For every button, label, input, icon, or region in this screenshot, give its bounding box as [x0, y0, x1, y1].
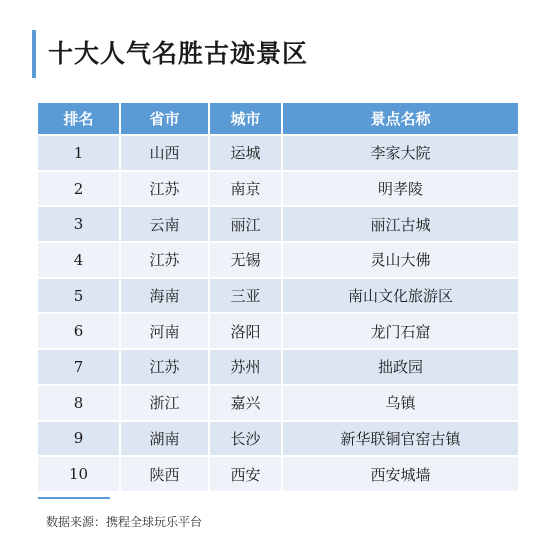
cell-province: 陕西 — [120, 456, 209, 491]
footer-divider — [38, 497, 110, 499]
table-row — [38, 421, 518, 457]
cell-attraction: 乌镇 — [282, 385, 518, 421]
cell-rank: 4 — [38, 242, 120, 278]
cell-city: 洛阳 — [209, 313, 282, 349]
cell-province: 江苏 — [120, 242, 209, 278]
cell-city: 丽江 — [209, 206, 282, 242]
title-accent-bar — [32, 30, 36, 78]
table-row — [38, 349, 518, 385]
cell-rank: 5 — [38, 278, 120, 314]
cell-rank: 10 — [38, 456, 120, 491]
header-rank: 排名 — [38, 103, 120, 135]
cell-city: 三亚 — [209, 278, 282, 314]
cell-attraction: 丽江古城 — [282, 206, 518, 242]
table-row — [38, 278, 518, 314]
cell-province: 江苏 — [120, 171, 209, 207]
cell-attraction: 拙政园 — [282, 349, 518, 385]
cell-province: 云南 — [120, 206, 209, 242]
cell-rank: 2 — [38, 171, 120, 207]
cell-province: 海南 — [120, 278, 209, 314]
table-row — [38, 206, 518, 242]
cell-attraction: 新华联铜官窑古镇 — [282, 421, 518, 457]
table-body — [38, 135, 518, 491]
cell-city: 苏州 — [209, 349, 282, 385]
ranking-table — [38, 103, 518, 491]
cell-attraction: 南山文化旅游区 — [282, 278, 518, 314]
cell-city: 西安 — [209, 456, 282, 491]
table-row — [38, 385, 518, 421]
cell-city: 南京 — [209, 171, 282, 207]
source-note: 数据来源：携程全球玩乐平台 — [46, 515, 203, 529]
cell-city: 运城 — [209, 135, 282, 171]
cell-province: 河南 — [120, 313, 209, 349]
cell-province: 湖南 — [120, 421, 209, 457]
page-title: 十大人气名胜古迹景区 — [48, 39, 309, 68]
table-row — [38, 171, 518, 207]
cell-rank: 7 — [38, 349, 120, 385]
cell-attraction: 灵山大佛 — [282, 242, 518, 278]
cell-rank: 6 — [38, 313, 120, 349]
header-attraction: 景点名称 — [282, 103, 518, 135]
cell-city: 嘉兴 — [209, 385, 282, 421]
table-row — [38, 135, 518, 171]
cell-province: 山西 — [120, 135, 209, 171]
cell-rank: 9 — [38, 421, 120, 457]
table-header-row — [38, 103, 518, 135]
cell-attraction: 明孝陵 — [282, 171, 518, 207]
cell-province: 江苏 — [120, 349, 209, 385]
cell-rank: 3 — [38, 206, 120, 242]
cell-rank: 8 — [38, 385, 120, 421]
table-row — [38, 242, 518, 278]
cell-attraction: 龙门石窟 — [282, 313, 518, 349]
table-row — [38, 456, 518, 491]
cell-attraction: 李家大院 — [282, 135, 518, 171]
header-province: 省市 — [120, 103, 209, 135]
cell-city: 长沙 — [209, 421, 282, 457]
header-city: 城市 — [209, 103, 282, 135]
cell-attraction: 西安城墙 — [282, 456, 518, 491]
cell-rank: 1 — [38, 135, 120, 171]
table-row — [38, 313, 518, 349]
cell-province: 浙江 — [120, 385, 209, 421]
cell-city: 无锡 — [209, 242, 282, 278]
